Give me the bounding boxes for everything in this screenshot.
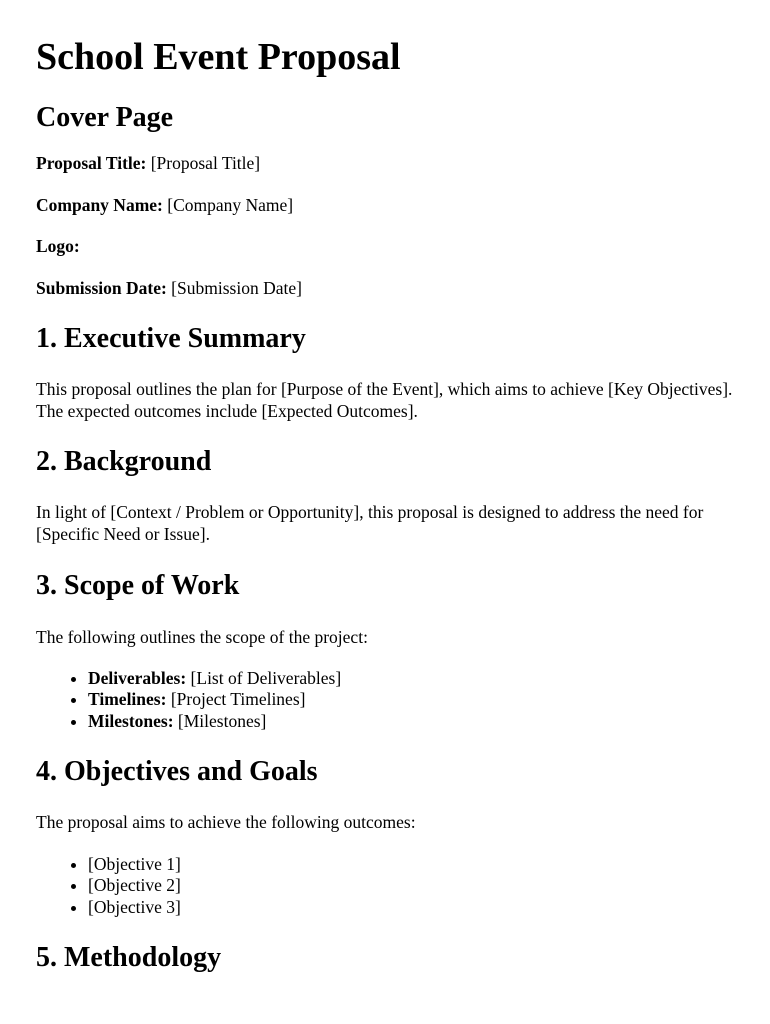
executive-summary-heading: 1. Executive Summary (36, 323, 306, 354)
objectives-heading: 4. Objectives and Goals (36, 756, 318, 787)
scope-item-value: [List of Deliverables] (190, 667, 342, 688)
scope-list (36, 668, 734, 733)
objectives-list (36, 854, 734, 919)
cover-field-company-name (36, 195, 734, 217)
scope-item-label: Timelines: (88, 689, 167, 709)
cover-field-label: Logo: (36, 236, 80, 256)
cover-field-label: Proposal Title: (36, 153, 147, 173)
cover-field-value: [Submission Date] (171, 277, 302, 298)
scope-heading: 3. Scope of Work (36, 570, 240, 601)
scope-item-value: [Milestones] (177, 710, 267, 731)
cover-field-proposal-title (36, 153, 734, 175)
methodology-heading: 5. Methodology (36, 942, 222, 973)
document-title: School Event Proposal (36, 36, 401, 78)
cover-field-logo (36, 236, 734, 258)
scope-item-label: Deliverables: (88, 667, 187, 688)
list-item (88, 689, 734, 711)
background-heading: 2. Background (36, 446, 212, 477)
list-item (88, 711, 734, 733)
cover-field-value: [Company Name] (167, 194, 294, 215)
scope-item-label: Milestones: (88, 710, 174, 731)
cover-field-value: [Proposal Title] (150, 153, 261, 173)
list-item: • [Objective 3] (88, 897, 734, 919)
list-item: • [Objective 2] (88, 875, 734, 897)
objectives-intro: The proposal aims to achieve the following outcomes: (36, 812, 416, 832)
scope-item-value: [Project Timelines] (170, 689, 306, 709)
cover-field-submission-date (36, 278, 734, 300)
list-item (88, 668, 734, 690)
cover-page-heading: Cover Page (36, 102, 174, 133)
background-text: In light of [Context / Problem or Opportunity], this proposal is designed to address the need for [Specific Need or Issue]. (36, 502, 704, 544)
cover-field-label: Company Name: (36, 194, 163, 215)
scope-intro: The following outlines the scope of the project: (36, 627, 368, 647)
cover-field-label: Submission Date: (36, 277, 167, 298)
list-item: • [Objective 1] (88, 854, 734, 876)
executive-summary-text: This proposal outlines the plan for [Purpose of the Event], which aims to achieve [Key Objectives]. The expected outcomes include [Expected Outcomes]. (36, 379, 733, 421)
